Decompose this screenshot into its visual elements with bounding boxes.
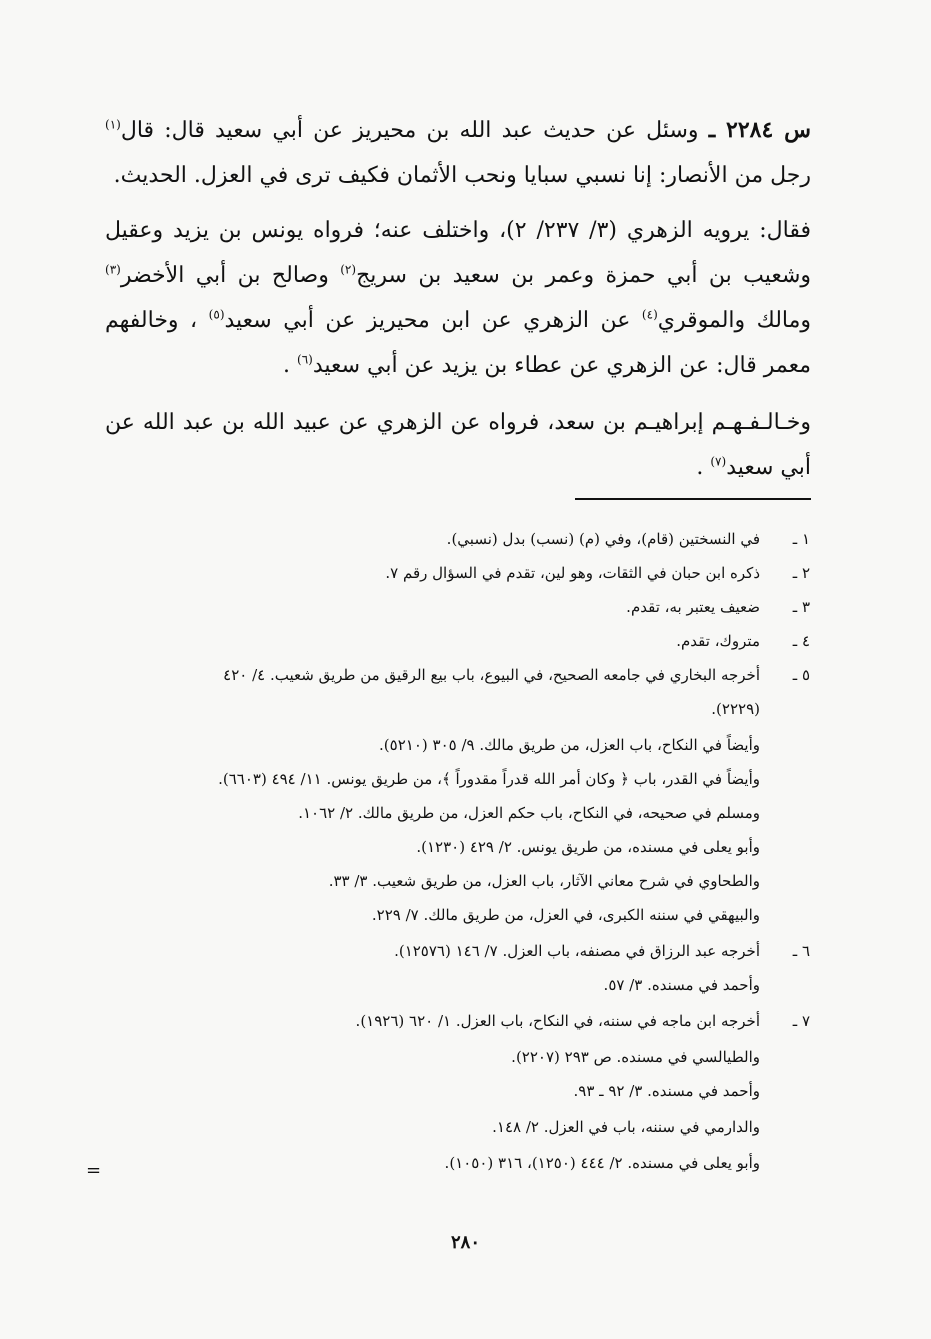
footnote-5-line-4 <box>298 796 760 830</box>
question-text-a: وسئل عن حديث عبد الله بن محيريز عن أبي سعيد قال: قال <box>120 118 699 143</box>
footnote-ref-1: (١) <box>105 117 121 132</box>
answer-text-6: . <box>283 353 297 378</box>
footnote-7 <box>356 1004 810 1038</box>
footnote-text: (٢٢٢٩). <box>711 700 760 718</box>
question-paragraph <box>105 108 811 198</box>
footnote-5-cont <box>711 692 760 726</box>
footnote-ref-4: (٤) <box>641 307 658 322</box>
answer-text-3: ومالك والموقري <box>657 308 812 333</box>
footnote-text: ضعيف يعتبر به، تقدم. <box>626 598 760 616</box>
footnote-7-line-4 <box>492 1110 760 1144</box>
page-number: ٢٨٠ <box>450 1232 480 1253</box>
question-number: س ٢٢٨٤ ـ <box>708 117 812 143</box>
footnote-text: في النسختين (قام)، وفي (م) (نسب) بدل (نسبي). <box>446 530 760 548</box>
answer-paragraph <box>105 208 811 388</box>
footnote-text: أخرجه عبد الرزاق في مصنفه، باب العزل. ٧/ ١٤٦ (١٢٥٧٦). <box>394 942 760 960</box>
footnote-separator <box>575 498 811 500</box>
footnote-number: ٧ ـ <box>792 1012 810 1030</box>
footnote-number: ٤ ـ <box>792 632 810 650</box>
answer-text-4: عن الزهري عن ابن محيريز عن أبي سعيد <box>224 308 642 333</box>
footnote-5-line-7 <box>372 898 760 932</box>
footnote-7-line-5 <box>445 1146 760 1180</box>
footnote-6 <box>394 934 810 968</box>
answer2-text-2: . <box>696 455 711 480</box>
margin-mark: = <box>86 1160 102 1181</box>
answer-text-2: وصالح بن أبي الأخضر <box>120 263 341 288</box>
footnote-ref-3: (٣) <box>105 262 121 277</box>
footnote-text: ذكره ابن حبان في الثقات، وهو لين، تقدم في السؤال رقم ٧. <box>385 564 760 582</box>
answer2-text-1: وخـالـفـهـم إبراهيـم بن سعد، فرواه عن الزهري عن عبيد الله بن عبد الله عن أبي سعيد <box>105 410 811 480</box>
answer-text-5: ، وخالفهم معمر قال: عن الزهري عن عطاء بن يزيد عن أبي سعيد <box>105 308 811 378</box>
footnote-text: والدارمي في سننه، باب في العزل. ٢/ ١٤٨. <box>492 1118 760 1136</box>
footnote-2 <box>385 556 810 590</box>
footnote-3 <box>626 590 810 624</box>
footnote-4 <box>676 624 810 658</box>
footnote-text: وأحمد في مسنده. ٣/ ٥٧. <box>603 976 760 994</box>
footnote-text: وأيضاً في النكاح، باب العزل، من طريق مالك. ٩/ ٣٠٥ (٥٢١٠). <box>379 736 760 754</box>
footnote-text: والطيالسي في مسنده. ص ٢٩٣ (٢٢٠٧). <box>511 1048 760 1066</box>
footnote-ref-6: (٦) <box>297 352 313 367</box>
footnote-text: وأبو يعلى في مسنده. ٢/ ٤٤٤ (١٢٥٠)، ٣١٦ (١٠٥٠). <box>444 1154 760 1172</box>
footnote-text: أخرجه ابن ماجه في سننه، في النكاح، باب العزل. ١/ ٦٢٠ (١٩٢٦). <box>355 1012 760 1030</box>
footnote-7-line-2 <box>511 1040 760 1074</box>
answer-text-1: فقال: يرويه الزهري (٣/ ٢٣٧/ ٢)، واختلف عنه؛ فرواه يونس بن يزيد وعقيل وشعيب بن أبي حمزة وعمر بن سعيد بن سريج <box>105 218 812 288</box>
answer-paragraph-2 <box>105 400 811 490</box>
footnote-6-line-2 <box>604 968 760 1002</box>
footnote-ref-5: (٥) <box>208 307 225 322</box>
footnote-number: ٦ ـ <box>792 942 810 960</box>
footnote-7-line-3 <box>573 1074 760 1108</box>
footnote-number: ٥ ـ <box>792 666 810 684</box>
footnote-5-line-5 <box>416 830 760 864</box>
footnote-text: وأيضاً في القدر، باب ﴿ وكان أمر الله قدراً مقدوراً ﴾، من طريق يونس. ١١/ ٤٩٤ (٦٦٠٣). <box>218 770 760 788</box>
footnote-5-line-2 <box>379 728 760 762</box>
question-text-b: رجل من الأنصار: إنا نسبي سبايا ونحب الأثمان فكيف ترى في العزل. الحديث. <box>113 163 811 188</box>
footnote-5-line-3 <box>218 762 760 796</box>
footnote-5 <box>223 658 810 692</box>
footnote-ref-7: (٧) <box>710 454 727 469</box>
footnote-5-line-6 <box>329 864 760 898</box>
footnote-text: وأحمد في مسنده. ٣/ ٩٢ ـ ٩٣. <box>573 1082 760 1100</box>
footnote-text: وأبو يعلى في مسنده، من طريق يونس. ٢/ ٤٢٩ (١٢٣٠). <box>416 838 760 856</box>
footnote-text: والبيهقي في سننه الكبرى، في العزل، من طريق مالك. ٧/ ٢٢٩. <box>371 906 760 924</box>
footnote-text: متروك، تقدم. <box>676 632 760 650</box>
footnote-ref-2: (٢) <box>340 262 357 277</box>
footnote-text: أخرجه البخاري في جامعه الصحيح، في البيوع، باب بيع الرقيق من طريق شعيب. ٤/ ٤٢٠ <box>223 666 760 684</box>
footnote-number: ٢ ـ <box>792 564 810 582</box>
footnote-number: ١ ـ <box>792 530 810 548</box>
footnote-1 <box>447 522 810 556</box>
footnote-text: والطحاوي في شرح معاني الآثار، باب العزل، من طريق شعيب. ٣/ ٣٣. <box>328 872 760 890</box>
footnote-text: ومسلم في صحيحه، في النكاح، باب حكم العزل، من طريق مالك. ٢/ ١٠٦٢. <box>298 804 760 822</box>
footnote-number: ٣ ـ <box>792 598 810 616</box>
